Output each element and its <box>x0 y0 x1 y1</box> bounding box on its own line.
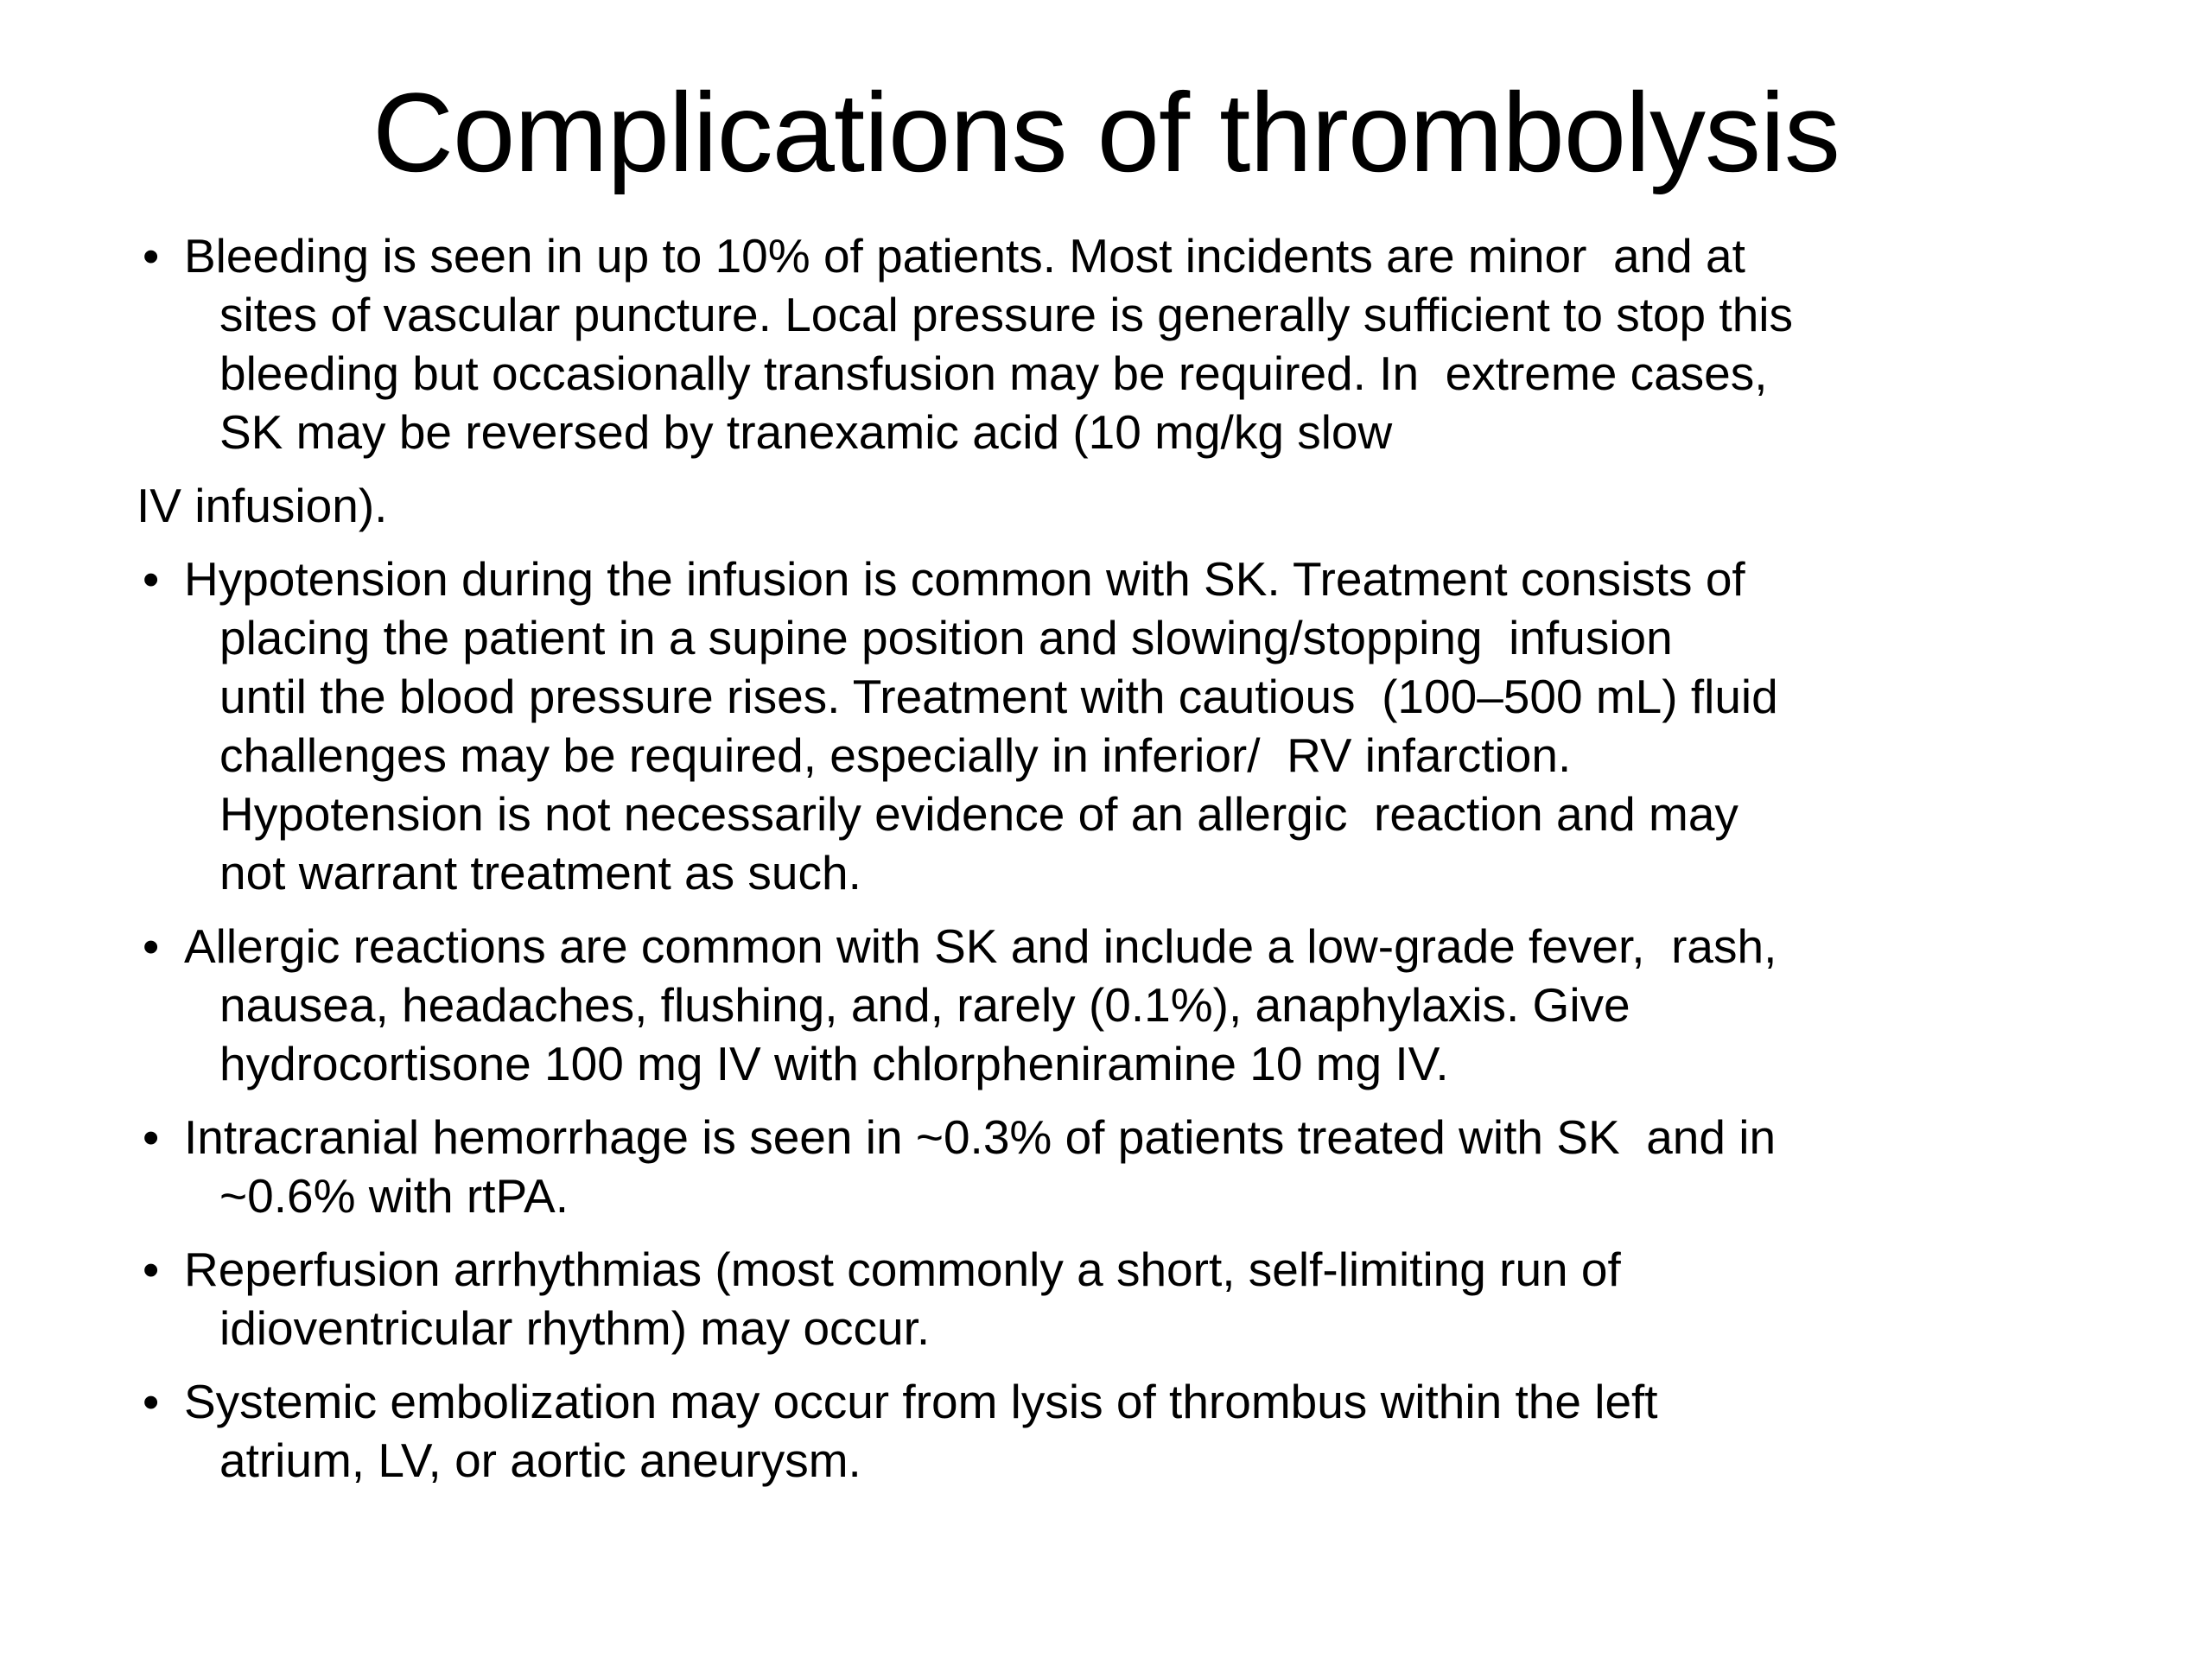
bullet-item-bleeding <box>0 226 2212 461</box>
line-text: atrium, LV, or aortic aneurysm. <box>219 1433 861 1487</box>
line-text: Bleeding is seen in up to 10% of patients. Most incidents are minor and at <box>184 229 1745 283</box>
line-text: hydrocortisone 100 mg IV with chlorpheniramine 10 mg IV. <box>219 1037 1449 1090</box>
text-line <box>219 1166 2212 1225</box>
text-line <box>143 1240 2212 1299</box>
line-text: Hypotension during the infusion is common with SK. Treatment consists of <box>184 552 1745 606</box>
line-text: Intracranial hemorrhage is seen in ~0.3% of patients treated with SK and in <box>184 1110 1777 1164</box>
bullet-item-hypotension <box>0 550 2212 902</box>
bullet-marker-icon: • <box>143 1375 160 1428</box>
line-text: Hypotension is not necessarily evidence of an allergic reaction and may <box>219 787 1738 841</box>
line-text: Allergic reactions are common with SK and include a low-grade fever, rash, <box>184 919 1777 973</box>
bullet-marker-icon: • <box>143 552 160 606</box>
text-line <box>219 1034 2212 1093</box>
line-text: not warrant treatment as such. <box>219 846 861 899</box>
text-line <box>219 667 2212 726</box>
bullet-marker-icon: • <box>143 1110 160 1164</box>
text-line <box>219 785 2212 843</box>
text-line <box>219 285 2212 344</box>
line-text: Systemic embolization may occur from lysis of thrombus within the left <box>184 1375 1658 1428</box>
text-line <box>219 403 2212 461</box>
bullet-item-allergic-reactions <box>0 917 2212 1093</box>
line-text: placing the patient in a supine position and slowing/stopping infusion <box>219 611 1673 664</box>
bullet-item-reperfusion-arrhythmias <box>0 1240 2212 1357</box>
text-line <box>219 976 2212 1034</box>
bullet-marker-icon: • <box>143 229 160 283</box>
line-text: SK may be reversed by tranexamic acid (10 mg/kg slow <box>219 405 1393 459</box>
text-line <box>143 1372 2212 1431</box>
text-line <box>219 608 2212 667</box>
text-line <box>143 226 2212 285</box>
line-text: bleeding but occasionally transfusion may be required. In extreme cases, <box>219 346 1768 400</box>
line-text: nausea, headaches, flushing, and, rarely (0.1%), anaphylaxis. Give <box>219 978 1630 1032</box>
bullet-marker-icon: • <box>143 919 160 973</box>
bullet-marker-icon: • <box>143 1243 160 1296</box>
text-item-iv-infusion <box>0 476 2212 535</box>
line-text: IV infusion). <box>137 479 388 532</box>
text-line <box>137 476 2212 535</box>
line-text: until the blood pressure rises. Treatment with cautious (100–500 mL) fluid <box>219 670 1778 723</box>
text-line <box>219 843 2212 902</box>
line-text: sites of vascular puncture. Local pressure is generally sufficient to stop this <box>219 288 1794 341</box>
bullet-item-intracranial-hemorrhage <box>0 1108 2212 1225</box>
text-line <box>143 917 2212 976</box>
slide-body <box>0 226 2212 1490</box>
text-line <box>219 726 2212 785</box>
text-line <box>219 1299 2212 1357</box>
line-text: idioventricular rhythm) may occur. <box>219 1301 931 1355</box>
slide-title: Complications of thrombolysis <box>372 69 1840 195</box>
text-line <box>219 344 2212 403</box>
text-line <box>143 1108 2212 1166</box>
bullet-item-systemic-embolization <box>0 1372 2212 1490</box>
line-text: ~0.6% with rtPA. <box>219 1169 569 1223</box>
line-text: challenges may be required, especially in inferior/ RV infarction. <box>219 728 1572 782</box>
line-text: Reperfusion arrhythmias (most commonly a short, self-limiting run of <box>184 1243 1621 1296</box>
text-line <box>143 550 2212 608</box>
text-line <box>219 1431 2212 1490</box>
